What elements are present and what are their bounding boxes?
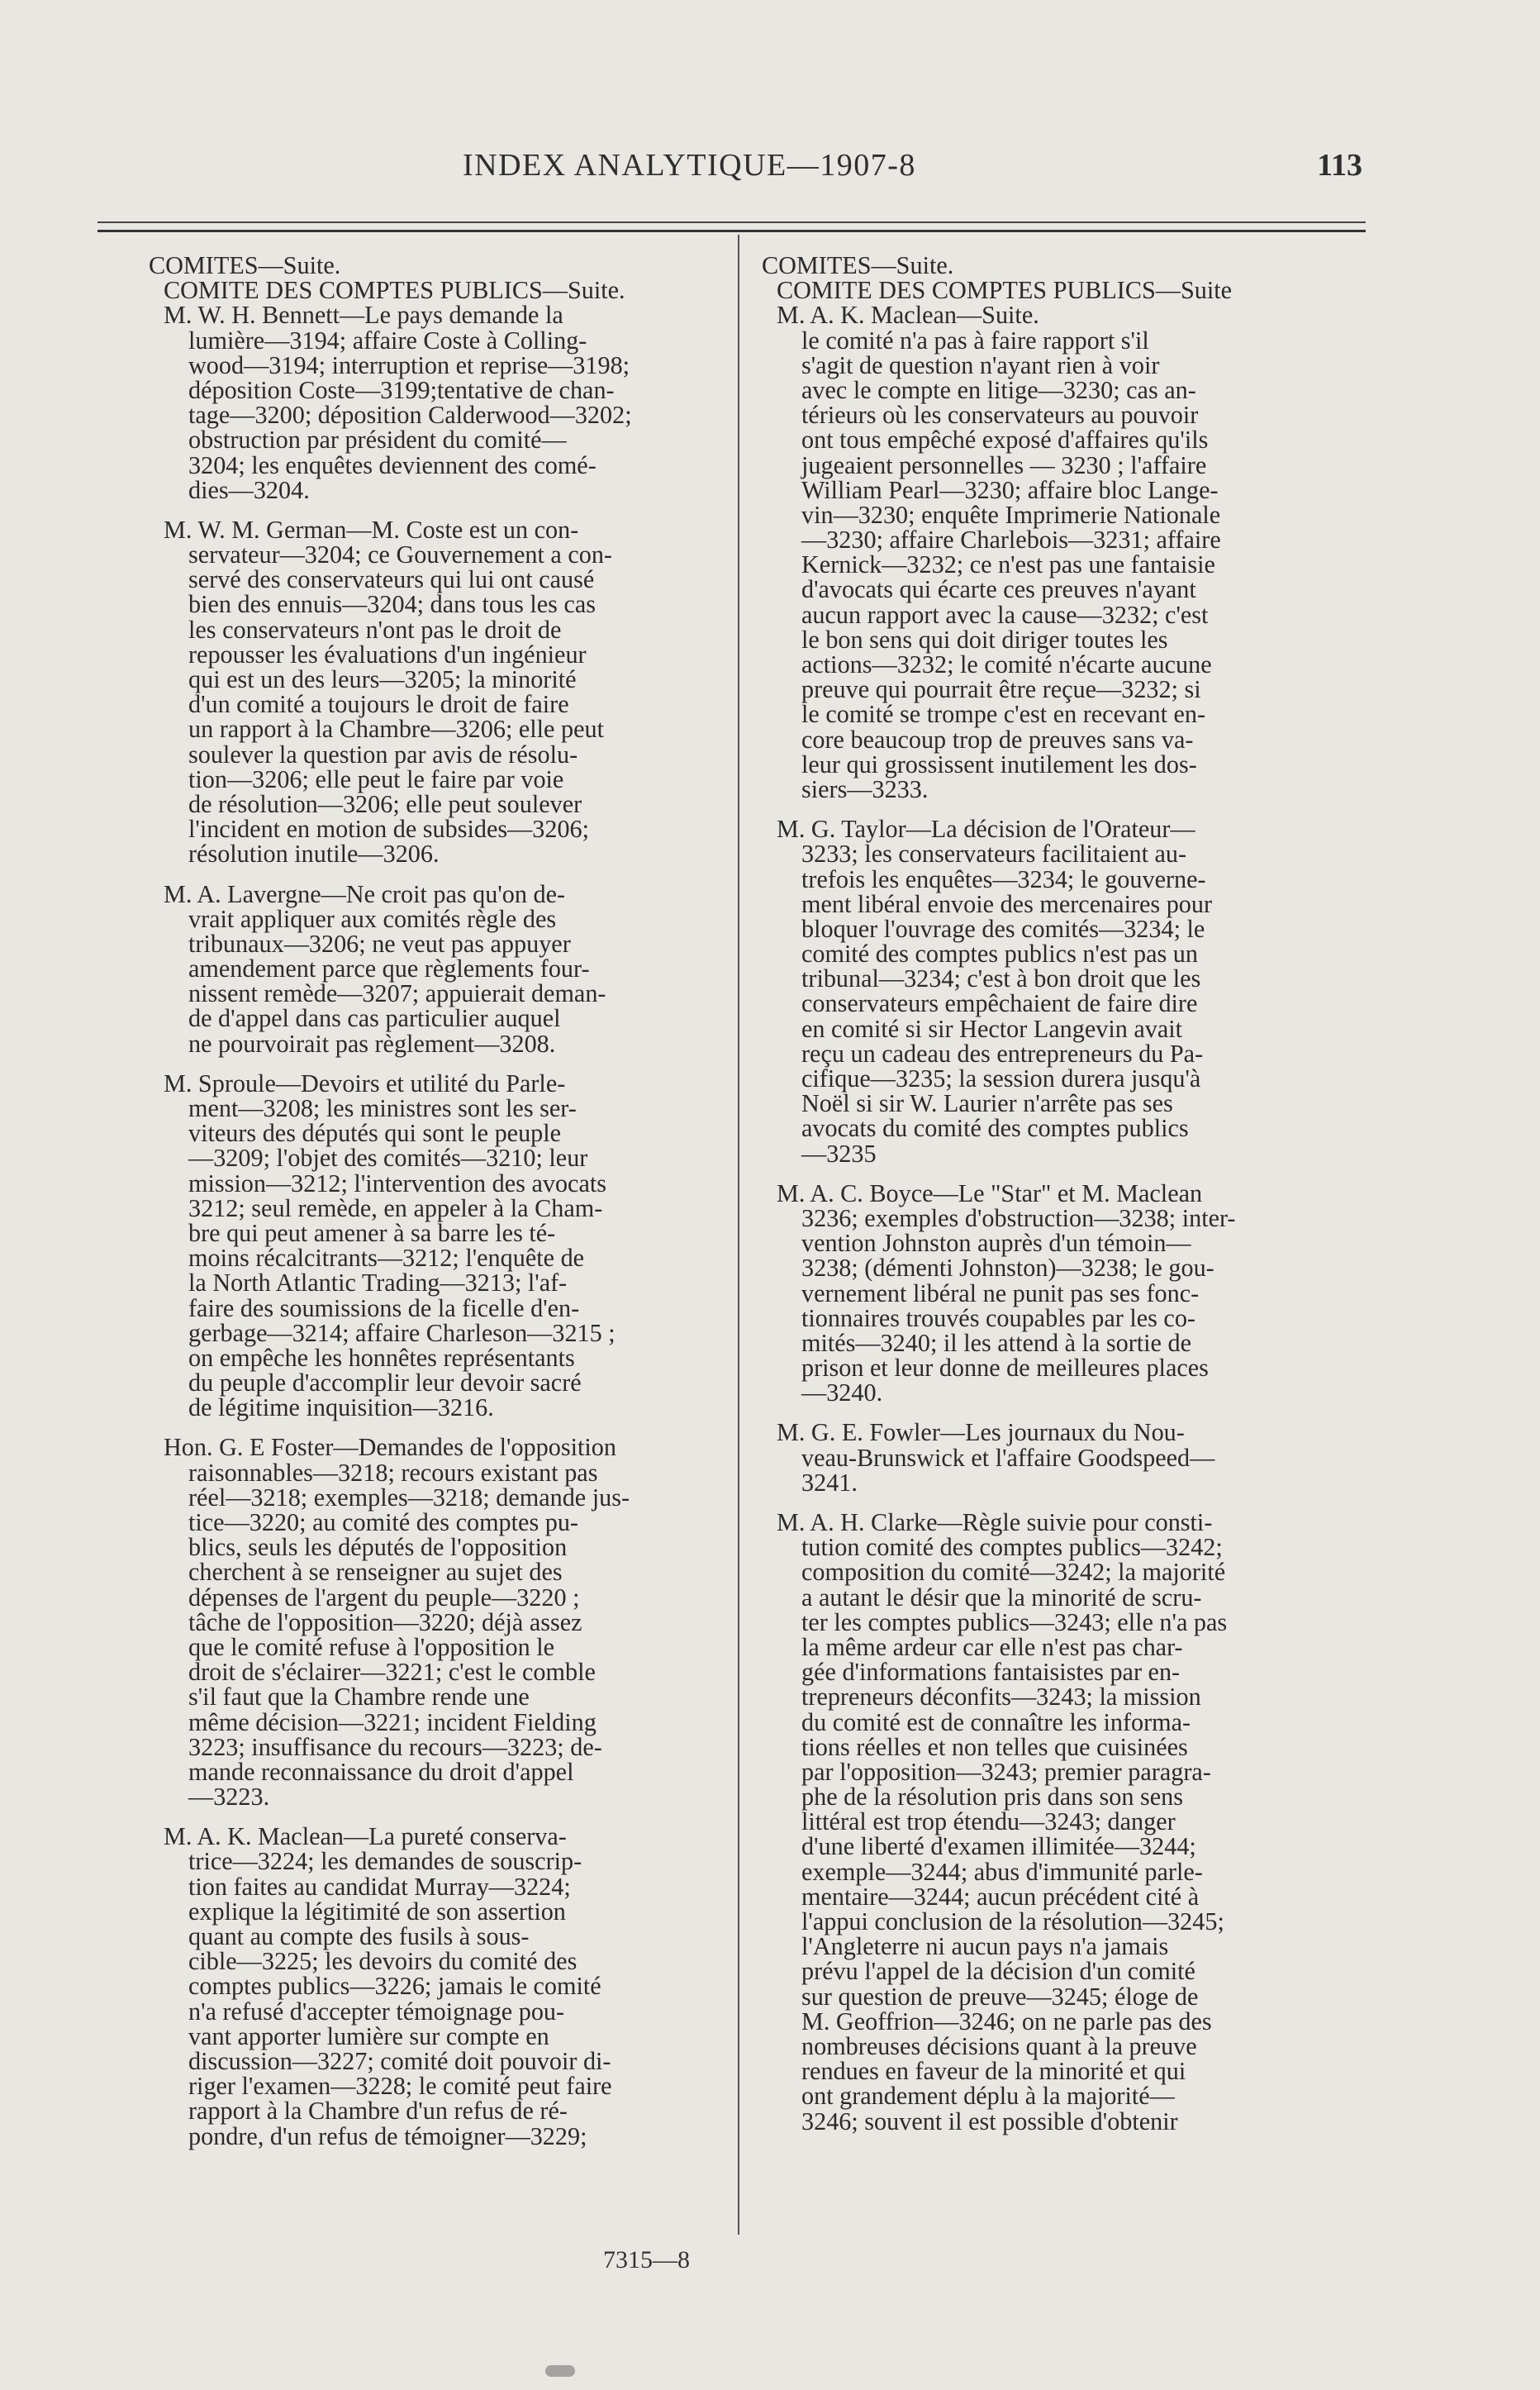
- index-entry-line: tion—3206; elle peut le faire par voie: [188, 764, 564, 793]
- index-entry-line: qui est un des leurs—3205; la minorité: [188, 665, 577, 693]
- index-entry-line: vrait appliquer aux comités règle des: [188, 904, 557, 933]
- index-entry-line: William Pearl—3230; affaire bloc Lange-: [801, 475, 1219, 504]
- index-entry-line: du peuple d'accomplir leur devoir sacré: [188, 1369, 582, 1397]
- index-entry-line: a autant le désir que la minorité de scru-: [801, 1583, 1202, 1612]
- signature-mark: 7315—8: [603, 2246, 690, 2273]
- index-entry-line: aucun rapport avec la cause—3232; c'est: [801, 600, 1209, 629]
- index-entry-line: tution comité des comptes publics—3242;: [801, 1533, 1223, 1562]
- index-entry-line: ment—3208; les ministres sont les ser-: [188, 1094, 577, 1122]
- index-entry-line: faire des soumissions de la ficelle d'en-: [188, 1293, 580, 1322]
- index-entry-line: littéral est trop étendu—3243; danger: [801, 1807, 1176, 1836]
- index-entry-line: réel—3218; exemples—3218; demande jus-: [188, 1483, 630, 1512]
- index-entry-line: —3209; l'objet des comités—3210; leur: [188, 1144, 588, 1173]
- index-entry-line: le comité n'a pas à faire rapport s'il: [801, 326, 1149, 355]
- index-entry-line: veau-Brunswick et l'affaire Goodspeed—: [801, 1443, 1215, 1472]
- index-entry-line: 3236; exemples d'obstruction—3238; inter-: [801, 1203, 1236, 1232]
- index-entry-line: résolution inutile—3206.: [188, 840, 440, 869]
- index-entry-line: tion faites au candidat Murray—3224;: [188, 1872, 571, 1901]
- index-entry-line: jugeaient personnelles — 3230 ; l'affaire: [801, 450, 1207, 479]
- index-entry-line: du comité est de connaître les informa-: [801, 1707, 1191, 1736]
- index-entry-line: 3233; les conservateurs facilitaient au-: [801, 840, 1187, 869]
- index-entry-line: n'a refusé d'accepter témoignage pou-: [188, 1997, 565, 2026]
- index-entry-line: mission—3212; l'intervention des avocats: [188, 1169, 606, 1197]
- index-entry-line: reçu un cadeau des entrepreneurs du Pa-: [801, 1039, 1204, 1068]
- index-entry-line: déposition Coste—3199;tentative de chan-: [188, 375, 615, 404]
- index-entry-line: comité des comptes publics n'est pas un: [801, 940, 1198, 969]
- header-rule-thin: [97, 221, 1366, 223]
- index-entry-line: trefois les enquêtes—3234; le gouverne-: [801, 864, 1206, 893]
- left-column: [149, 253, 727, 2149]
- index-entry-line: phe de la résolution pris dans son sens: [801, 1783, 1183, 1812]
- index-entry-line: —3240.: [801, 1378, 883, 1407]
- index-entry-line: l'Angleterre ni aucun pays n'a jamais: [801, 1932, 1169, 1961]
- index-entry-line: cherchent à se renseigner au sujet des: [188, 1558, 563, 1587]
- index-entry-line: —3235: [801, 1139, 877, 1168]
- index-entry-line: vin—3230; enquête Imprimerie Nationale: [801, 500, 1221, 529]
- index-entry-line: pondre, d'un refus de témoigner—3229;: [188, 2121, 587, 2150]
- index-entry-line: bre qui peut amener à sa barre les té-: [188, 1218, 556, 1247]
- index-entry-line: l'appui conclusion de la résolution—3245;: [801, 1907, 1224, 1935]
- index-entry-line: siers—3233.: [801, 774, 929, 803]
- index-entry-line: 3212; seul remède, en appeler à la Cham-: [188, 1193, 603, 1222]
- index-entry-line: les conservateurs n'ont pas le droit de: [188, 615, 562, 644]
- index-entry-line: amendement parce que règlements four-: [188, 955, 590, 983]
- index-entry-line: viteurs des députés qui sont le peuple: [188, 1119, 562, 1148]
- index-entry-line: mentaire—3244; aucun précédent cité à: [801, 1882, 1200, 1911]
- index-entry-start: M. A. H. Clarke—Règle suivie pour consti-: [777, 1508, 1213, 1536]
- index-entry-line: wood—3194; interruption et reprise—3198;: [188, 350, 630, 379]
- index-entry-line: mande reconnaissance du droit d'appel: [188, 1757, 574, 1786]
- index-entry-line: dies—3204.: [188, 475, 310, 504]
- index-entry-line: ter les comptes publics—3243; elle n'a pas: [801, 1607, 1228, 1636]
- index-entry-line: tice—3220; au comité des comptes pu-: [188, 1508, 578, 1536]
- index-entry-line: un rapport à la Chambre—3206; elle peut: [188, 715, 604, 744]
- index-entry-line: d'un comité a toujours le droit de faire: [188, 690, 569, 719]
- index-entry-line: la même ardeur car elle n'est pas char-: [801, 1632, 1183, 1661]
- page-number: 113: [1317, 148, 1362, 183]
- index-entry-line: ment libéral envoie des mercenaires pour: [801, 889, 1213, 918]
- index-entry-line: tage—3200; déposition Calderwood—3202;: [188, 401, 632, 430]
- index-entry-line: preuve qui pourrait être reçue—3232; si: [801, 675, 1201, 704]
- subsection-heading: COMITE DES COMPTES PUBLICS—Suite.: [164, 276, 625, 305]
- running-title: INDEX ANALYTIQUE—1907-8: [463, 148, 916, 183]
- index-entry-line: en comité si sir Hector Langevin avait: [801, 1014, 1183, 1043]
- index-entry-line: cifique—3235; la session durera jusqu'à: [801, 1064, 1201, 1093]
- index-entry-line: prévu l'appel de la décision d'un comité: [801, 1957, 1195, 1986]
- index-entry-line: Kernick—3232; ce n'est pas une fantaisie: [801, 550, 1215, 579]
- index-entry-line: térieurs où les conservateurs au pouvoir: [801, 401, 1199, 430]
- index-entry-line: d'avocats qui écarte ces preuves n'ayant: [801, 575, 1196, 604]
- ink-blot: [545, 2365, 575, 2377]
- index-entry-line: quant au compte des fusils à sous-: [188, 1922, 530, 1950]
- index-entry-line: ont tous empêché exposé d'affaires qu'ils: [801, 426, 1209, 455]
- index-entry-start: Hon. G. E Foster—Demandes de l'opposition: [164, 1433, 616, 1462]
- column-divider: [738, 235, 739, 2235]
- index-entry-line: de résolution—3206; elle peut soulever: [188, 789, 582, 818]
- index-entry-line: M. Geoffrion—3246; on ne parle pas des: [801, 2007, 1212, 2035]
- index-entry-line: actions—3232; le comité n'écarte aucune: [801, 650, 1212, 678]
- index-entry-line: tionnaires trouvés coupables par les co-: [801, 1303, 1195, 1332]
- index-entry-line: vant apporter lumière sur compte en: [188, 2021, 549, 2050]
- header-rule-thick: [97, 230, 1366, 232]
- index-entry-line: vernement libéral ne punit pas ses fonc-: [801, 1278, 1200, 1307]
- index-entry-line: le bon sens qui doit diriger toutes les: [801, 625, 1168, 654]
- index-entry-line: 3223; insuffisance du recours—3223; de-: [188, 1732, 602, 1761]
- index-entry-start: M. W. H. Bennett—Le pays demande la: [164, 301, 563, 330]
- index-entry-start: M. G. Taylor—La décision de l'Orateur—: [777, 815, 1195, 844]
- index-entry-start: M. G. E. Fowler—Les journaux du Nou-: [777, 1418, 1185, 1447]
- index-entry-line: moins récalcitrants—3212; l'enquête de: [188, 1244, 585, 1273]
- running-head: [0, 147, 1540, 197]
- index-entry-line: servateur—3204; ce Gouvernement a con-: [188, 540, 612, 569]
- index-entry-line: repousser les évaluations d'un ingénieur: [188, 640, 587, 669]
- right-column: [762, 253, 1370, 2134]
- index-entry-line: comptes publics—3226; jamais le comité: [188, 1972, 601, 2001]
- index-entry-line: obstruction par président du comité—: [188, 426, 567, 455]
- index-entry-start: M. A. Lavergne—Ne croit pas qu'on de-: [164, 879, 566, 908]
- index-entry-line: soulever la question par avis de résolu-: [188, 740, 578, 769]
- index-entry-line: ont grandement déplu à la majorité—: [801, 2082, 1175, 2111]
- index-entry-line: riger l'examen—3228; le comité peut faire: [188, 2072, 612, 2101]
- section-heading: COMITES—Suite.: [149, 251, 341, 279]
- index-entry-line: bloquer l'ouvrage des comités—3234; le: [801, 914, 1205, 943]
- index-entry-line: explique la légitimité de son assertion: [188, 1897, 566, 1926]
- index-entry-line: s'il faut que la Chambre rende une: [188, 1683, 530, 1712]
- index-entry-line: nombreuses décisions quant à la preuve: [801, 2031, 1197, 2060]
- index-entry-line: droit de s'éclairer—3221; c'est le comble: [188, 1658, 596, 1687]
- index-entry-line: trice—3224; les demandes de souscrip-: [188, 1847, 582, 1876]
- index-entry-start: M. W. M. German—M. Coste est un con-: [164, 515, 579, 544]
- index-entry-line: lumière—3194; affaire Coste à Colling-: [188, 326, 587, 355]
- index-entry-line: servé des conservateurs qui lui ont causé: [188, 565, 595, 594]
- index-entry-line: vention Johnston auprès d'un témoin—: [801, 1229, 1191, 1258]
- index-entry-line: par l'opposition—3243; premier paragra-: [801, 1757, 1211, 1786]
- index-entry-line: —3223.: [188, 1783, 270, 1812]
- index-entry-line: l'incident en motion de subsides—3206;: [188, 815, 590, 844]
- index-entry-line: core beaucoup trop de preuves sans va-: [801, 725, 1194, 754]
- index-entry-line: nissent remède—3207; appuierait deman-: [188, 979, 606, 1008]
- index-entry-line: raisonnables—3218; recours existant pas: [188, 1458, 598, 1487]
- index-entry-line: gée d'informations fantaisistes par en-: [801, 1658, 1181, 1687]
- index-entry-line: 3241.: [801, 1468, 858, 1497]
- index-entry-line: avocats du comité des comptes publics: [801, 1114, 1189, 1143]
- index-entry-line: avec le compte en litige—3230; cas an-: [801, 375, 1196, 404]
- index-entry-line: discussion—3227; comité doit pouvoir di-: [188, 2046, 611, 2075]
- index-entry-line: même décision—3221; incident Fielding: [188, 1707, 597, 1736]
- index-entry-start: M. A. C. Boyce—Le "Star" et M. Maclean: [777, 1178, 1203, 1207]
- index-entry-line: —3230; affaire Charlebois—3231; affaire: [801, 526, 1221, 555]
- index-entry-line: 3246; souvent il est possible d'obtenir: [801, 2107, 1178, 2135]
- index-entry-line: bien des ennuis—3204; dans tous les cas: [188, 590, 596, 619]
- index-entry-line: blics, seuls les députés de l'opposition: [188, 1533, 568, 1562]
- index-entry-line: trepreneurs déconfits—3243; la mission: [801, 1683, 1201, 1712]
- index-entry-line: tâche de l'opposition—3220; déjà assez: [188, 1607, 582, 1636]
- index-entry-line: gerbage—3214; affaire Charleson—3215 ;: [188, 1318, 616, 1347]
- index-entry-line: de légitime inquisition—3216.: [188, 1393, 494, 1422]
- index-entry-line: d'une liberté d'examen illimitée—3244;: [801, 1832, 1196, 1861]
- index-entry-line: composition du comité—3242; la majorité: [801, 1558, 1226, 1587]
- index-entry-line: le comité se trompe c'est en recevant en-: [801, 700, 1206, 729]
- index-entry-line: que le comité refuse à l'opposition le: [188, 1632, 555, 1661]
- index-entry-line: de d'appel dans cas particulier auquel: [188, 1004, 561, 1033]
- continued-entry-heading: M. A. K. Maclean—Suite.: [777, 301, 1039, 330]
- index-entry-line: leur qui grossissent inutilement les dos-: [801, 750, 1197, 778]
- section-heading: COMITES—Suite.: [762, 251, 954, 279]
- index-entry-line: dépenses de l'argent du peuple—3220 ;: [188, 1583, 580, 1612]
- index-entry-line: tribunal—3234; c'est à bon droit que les: [801, 964, 1201, 993]
- index-entry-line: ne pourvoirait pas règlement—3208.: [188, 1029, 556, 1058]
- index-entry-line: on empêche les honnêtes représentants: [188, 1343, 575, 1372]
- index-entry-line: prison et leur donne de meilleures places: [801, 1354, 1209, 1383]
- index-entry-line: conservateurs empêchaient de faire dire: [801, 989, 1198, 1018]
- index-entry-line: sur question de preuve—3245; éloge de: [801, 1982, 1199, 2011]
- index-entry-start: M. A. K. Maclean—La pureté conserva-: [164, 1822, 567, 1851]
- index-entry-line: la North Atlantic Trading—3213; l'af-: [188, 1269, 568, 1297]
- index-entry-line: s'agit de question n'ayant rien à voir: [801, 350, 1160, 379]
- index-entry-line: 3238; (démenti Johnston)—3238; le gou-: [801, 1254, 1214, 1283]
- index-entry-start: M. Sproule—Devoirs et utilité du Parle-: [164, 1069, 566, 1097]
- index-entry-line: 3204; les enquêtes deviennent des comé-: [188, 450, 597, 479]
- index-entry-line: rapport à la Chambre d'un refus de ré-: [188, 2097, 568, 2126]
- subsection-heading: COMITE DES COMPTES PUBLICS—Suite: [777, 276, 1232, 305]
- index-entry-line: rendues en faveur de la minorité et qui: [801, 2057, 1186, 2086]
- index-entry-line: exemple—3244; abus d'immunité parle-: [801, 1857, 1203, 1886]
- index-entry-line: cible—3225; les devoirs du comité des: [188, 1947, 578, 1976]
- index-entry-line: tions réelles et non telles que cuisinées: [801, 1732, 1188, 1761]
- index-entry-line: mités—3240; il les attend à la sortie de: [801, 1328, 1191, 1357]
- index-entry-line: Noël si sir W. Laurier n'arrête pas ses: [801, 1089, 1173, 1118]
- index-entry-line: tribunaux—3206; ne veut pas appuyer: [188, 929, 571, 958]
